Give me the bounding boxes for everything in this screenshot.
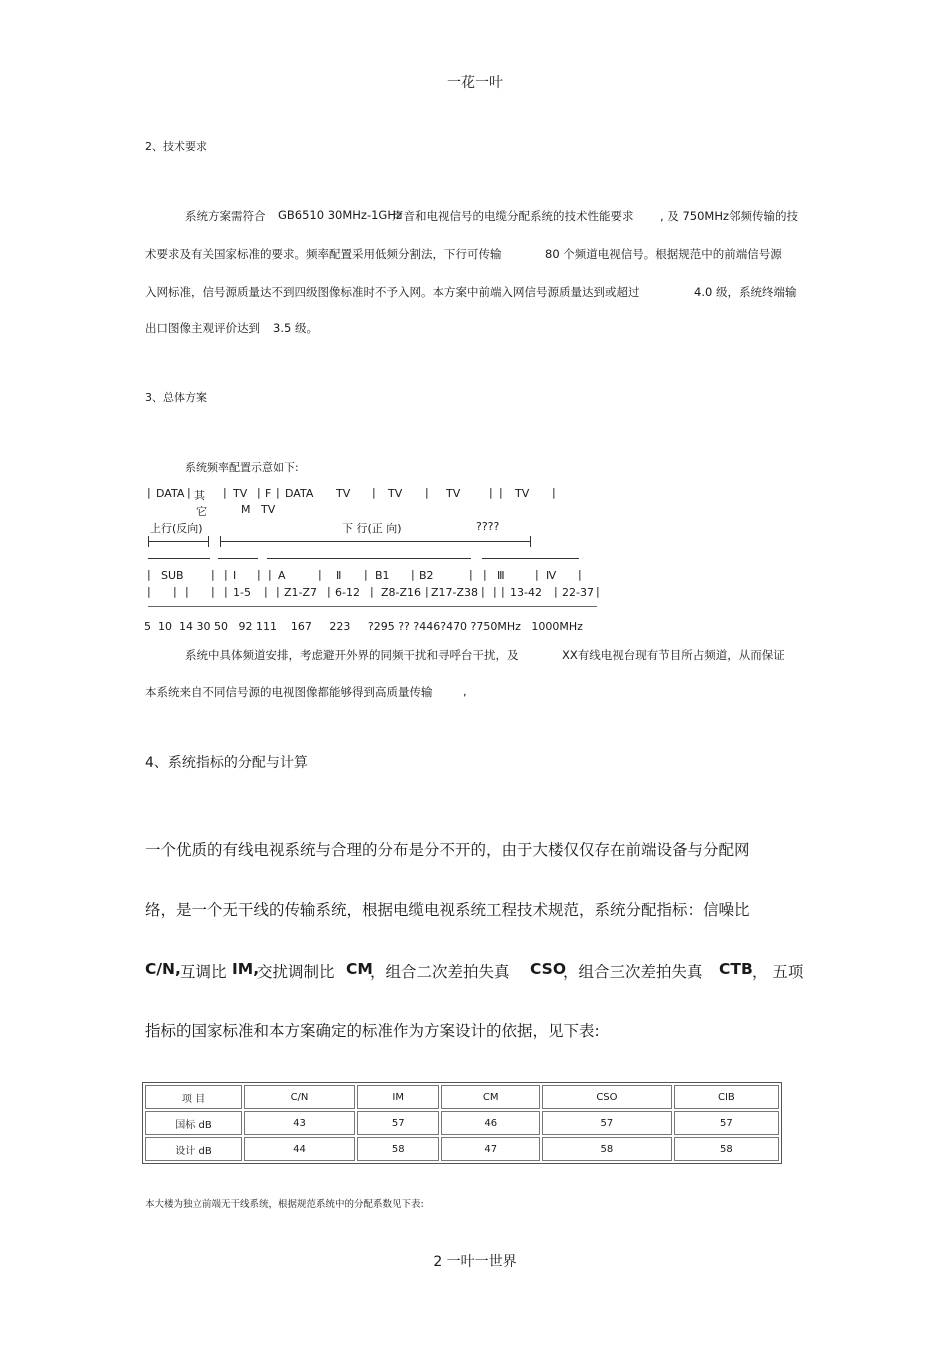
diagram-sep: | <box>224 585 228 598</box>
diagram-sep: | <box>364 568 368 581</box>
table-row <box>145 1111 779 1135</box>
diagram-sep: | <box>264 585 268 598</box>
table-header-cell: C/N <box>244 1085 355 1109</box>
table-header-cell: CM <box>441 1085 540 1109</box>
section-3-para-line1b: XX有线电视台现有节目所占频道，从而保证 <box>562 648 785 662</box>
diagram-sep: | <box>501 585 505 598</box>
table-cell: 57 <box>542 1111 672 1135</box>
diagram-label-tv2: TV <box>261 503 276 516</box>
diagram-sep: | <box>578 568 582 581</box>
diagram-sep: | <box>370 585 374 598</box>
diagram-sep: | <box>489 486 493 499</box>
section-3-para-line2a: 本系统来自不同信号源的电视图像都能够得到高质量传输 <box>145 685 433 699</box>
diagram-sep: | <box>554 585 558 598</box>
upstream-tick-left <box>148 536 149 547</box>
table-cell: 58 <box>542 1137 672 1161</box>
downstream-tick-left <box>220 536 221 547</box>
section-3-heading: 3、总体方案 <box>145 391 207 404</box>
section-4-line1: 一个优质的有线电视系统与合理的分布是分不开的，由于大楼仅仅存在前端设备与分配网 <box>145 841 750 859</box>
channel-22-37: 22-37 <box>562 586 594 599</box>
downstream-label: 下 行(正 向) <box>342 522 402 535</box>
band-iv: Ⅳ <box>546 569 557 582</box>
diagram-sep: | <box>268 568 272 581</box>
upstream-line <box>148 541 209 542</box>
diagram-sep: | <box>425 486 429 499</box>
band-a: A <box>278 569 286 582</box>
channel-z17-z38: Z17-Z38 <box>431 586 479 599</box>
section-4-ctb: CTB <box>719 960 753 978</box>
section-3-para-line1a: 系统中具体频道安排，考虑避开外界的同频干扰和寻呼台干扰，及 <box>185 648 519 662</box>
section-2-para-line2a: 术要求及有关国家标准的要求。频率配置采用低频分割法，下行可传输 <box>145 247 502 261</box>
section-2-para-line3b: 4.0 级，系统终端输 <box>694 285 797 299</box>
band-top-sub <box>148 558 210 559</box>
diagram-sep: | <box>469 568 473 581</box>
diagram-label-other: 其 <box>194 489 205 502</box>
diagram-sep: | <box>173 585 177 598</box>
diagram-sep: | <box>493 585 497 598</box>
band-top-iii <box>482 558 579 559</box>
section-4-line3b: 交扰调制比 <box>257 963 335 981</box>
section-4-line3c: ，组合二次差拍失真 <box>370 963 510 981</box>
channel-6-12: 6-12 <box>335 586 360 599</box>
section-2-para-line4a: 出口图像主观评价达到 <box>145 321 260 335</box>
section-2-para-line1a: 系统方案需符合 <box>185 209 266 223</box>
diagram-label-data2: DATA <box>285 487 314 500</box>
section-4-cm: CM <box>346 960 373 978</box>
diagram-sep: | <box>596 585 600 598</box>
section-2-para-line1b: GB6510 30MHz-1GHz <box>278 208 403 222</box>
table-cell: 58 <box>674 1137 779 1161</box>
table-header-cell: CIB <box>674 1085 779 1109</box>
diagram-sep: | <box>318 568 322 581</box>
diagram-label-tv: TV <box>336 487 351 500</box>
diagram-sep: | <box>535 568 539 581</box>
table-row <box>145 1137 779 1161</box>
channel-z1-z7: Z1-Z7 <box>284 586 318 599</box>
downstream-tick-right <box>530 536 531 547</box>
diagram-sep: | <box>372 486 376 499</box>
diagram-sep: | <box>483 568 487 581</box>
diagram-sep: | <box>211 568 215 581</box>
diagram-intro: 系统频率配置示意如下: <box>185 461 299 474</box>
table-header-cell: IM <box>357 1085 439 1109</box>
section-2-heading: 2、技术要求 <box>145 140 207 153</box>
section-4-line3a: 互调比 <box>180 963 227 981</box>
channel-z8-z16: Z8-Z16 <box>381 586 422 599</box>
table-cell: 设计 dB <box>145 1137 242 1161</box>
diagram-label-data: DATA <box>156 487 185 500</box>
diagram-sep: | <box>223 486 227 499</box>
diagram-sep: | <box>257 486 261 499</box>
table-note: 本大楼为独立前端无干线系统，根据规范系统中的分配系数见下表: <box>145 1199 424 1210</box>
diagram-sep: | <box>257 568 261 581</box>
diagram-sep: | <box>147 585 151 598</box>
section-4-line2: 络，是一个无干线的传输系统，根据电缆电视系统工程技术规范，系统分配指标：信噪比 <box>145 901 750 919</box>
band-b2: B2 <box>419 569 434 582</box>
diagram-label-tv: TV <box>388 487 403 500</box>
diagram-sep: | <box>224 568 228 581</box>
upstream-tick-right <box>208 536 209 547</box>
section-4-line4: 指标的国家标准和本方案确定的标准作为方案设计的依据，见下表: <box>145 1022 600 1040</box>
qmarks-label: ???? <box>476 520 500 533</box>
table-header-row <box>145 1085 779 1109</box>
page-footer: 2 一叶一世界 <box>433 1254 517 1270</box>
page-header: 一花一叶 <box>447 75 503 91</box>
table-cell: 57 <box>357 1111 439 1135</box>
table-cell: 57 <box>674 1111 779 1135</box>
section-2-para-line1c: 声音和电视信号的电缆分配系统的技术性能要求 <box>392 209 634 223</box>
diagram-label-it: 它 <box>196 505 207 518</box>
downstream-line <box>220 541 531 542</box>
diagram-label-tv: TV <box>515 487 530 500</box>
diagram-sep: | <box>481 585 485 598</box>
table-cell: 43 <box>244 1111 355 1135</box>
section-4-cn: C/N, <box>145 960 181 978</box>
diagram-sep: | <box>499 486 503 499</box>
band-top-a <box>267 558 471 559</box>
section-3-para-line2b: , <box>463 684 467 698</box>
diagram-sep: | <box>276 486 280 499</box>
diagram-sep: | <box>185 585 189 598</box>
table-header-cell: CSO <box>542 1085 672 1109</box>
diagram-sep: | <box>425 585 429 598</box>
band-iii: Ⅲ <box>497 569 505 582</box>
diagram-sep: | <box>327 585 331 598</box>
section-4-line3e: ， 五项 <box>752 963 804 981</box>
table-cell: 44 <box>244 1137 355 1161</box>
band-bottom-line <box>148 606 597 607</box>
diagram-label-tv: TV <box>446 487 461 500</box>
section-4-cso: CSO <box>530 960 567 978</box>
band-ii: Ⅱ <box>336 569 342 582</box>
section-4-line3d: ，组合三次差拍失真 <box>563 963 703 981</box>
diagram-sep: | <box>187 486 191 499</box>
band-top-i <box>218 558 258 559</box>
diagram-label-m: M <box>241 503 251 516</box>
diagram-label-tv: TV <box>233 487 248 500</box>
diagram-sep: | <box>411 568 415 581</box>
band-sub: SUB <box>161 569 184 582</box>
upstream-label: 上行(反向) <box>150 522 203 535</box>
section-2-para-line1d: , 及 750MHz邻频传输的技 <box>660 209 799 223</box>
table-cell: 46 <box>441 1111 540 1135</box>
band-i: I <box>233 569 237 582</box>
spec-table <box>142 1082 782 1164</box>
diagram-label-f: F <box>265 487 272 500</box>
channel-13-42: 13-42 <box>510 586 542 599</box>
diagram-sep: | <box>147 568 151 581</box>
section-2-para-line4b: 3.5 级。 <box>273 321 318 335</box>
diagram-sep: | <box>552 486 556 499</box>
section-4-heading: 4、系统指标的分配与计算 <box>145 755 308 771</box>
channel-1-5: 1-5 <box>233 586 251 599</box>
table-cell: 47 <box>441 1137 540 1161</box>
section-2-para-line2b: 80 个频道电视信号。根据规范中的前端信号源 <box>545 247 782 261</box>
diagram-sep: | <box>211 585 215 598</box>
diagram-sep: | <box>147 486 151 499</box>
frequency-axis-labels: 5 10 14 30 50 92 111 167 223 ?295 ?? ?446?470 ?750MHz 1000MHz <box>144 620 583 633</box>
section-4-im: IM, <box>232 960 260 978</box>
table-header-cell: 项 目 <box>145 1085 242 1109</box>
table-cell: 58 <box>357 1137 439 1161</box>
diagram-sep: | <box>276 585 280 598</box>
band-b1: B1 <box>375 569 390 582</box>
section-2-para-line3a: 入网标准，信号源质量达不到四级图像标准时不予入网。本方案中前端入网信号源质量达到或超过 <box>145 285 640 299</box>
table-cell: 国标 dB <box>145 1111 242 1135</box>
